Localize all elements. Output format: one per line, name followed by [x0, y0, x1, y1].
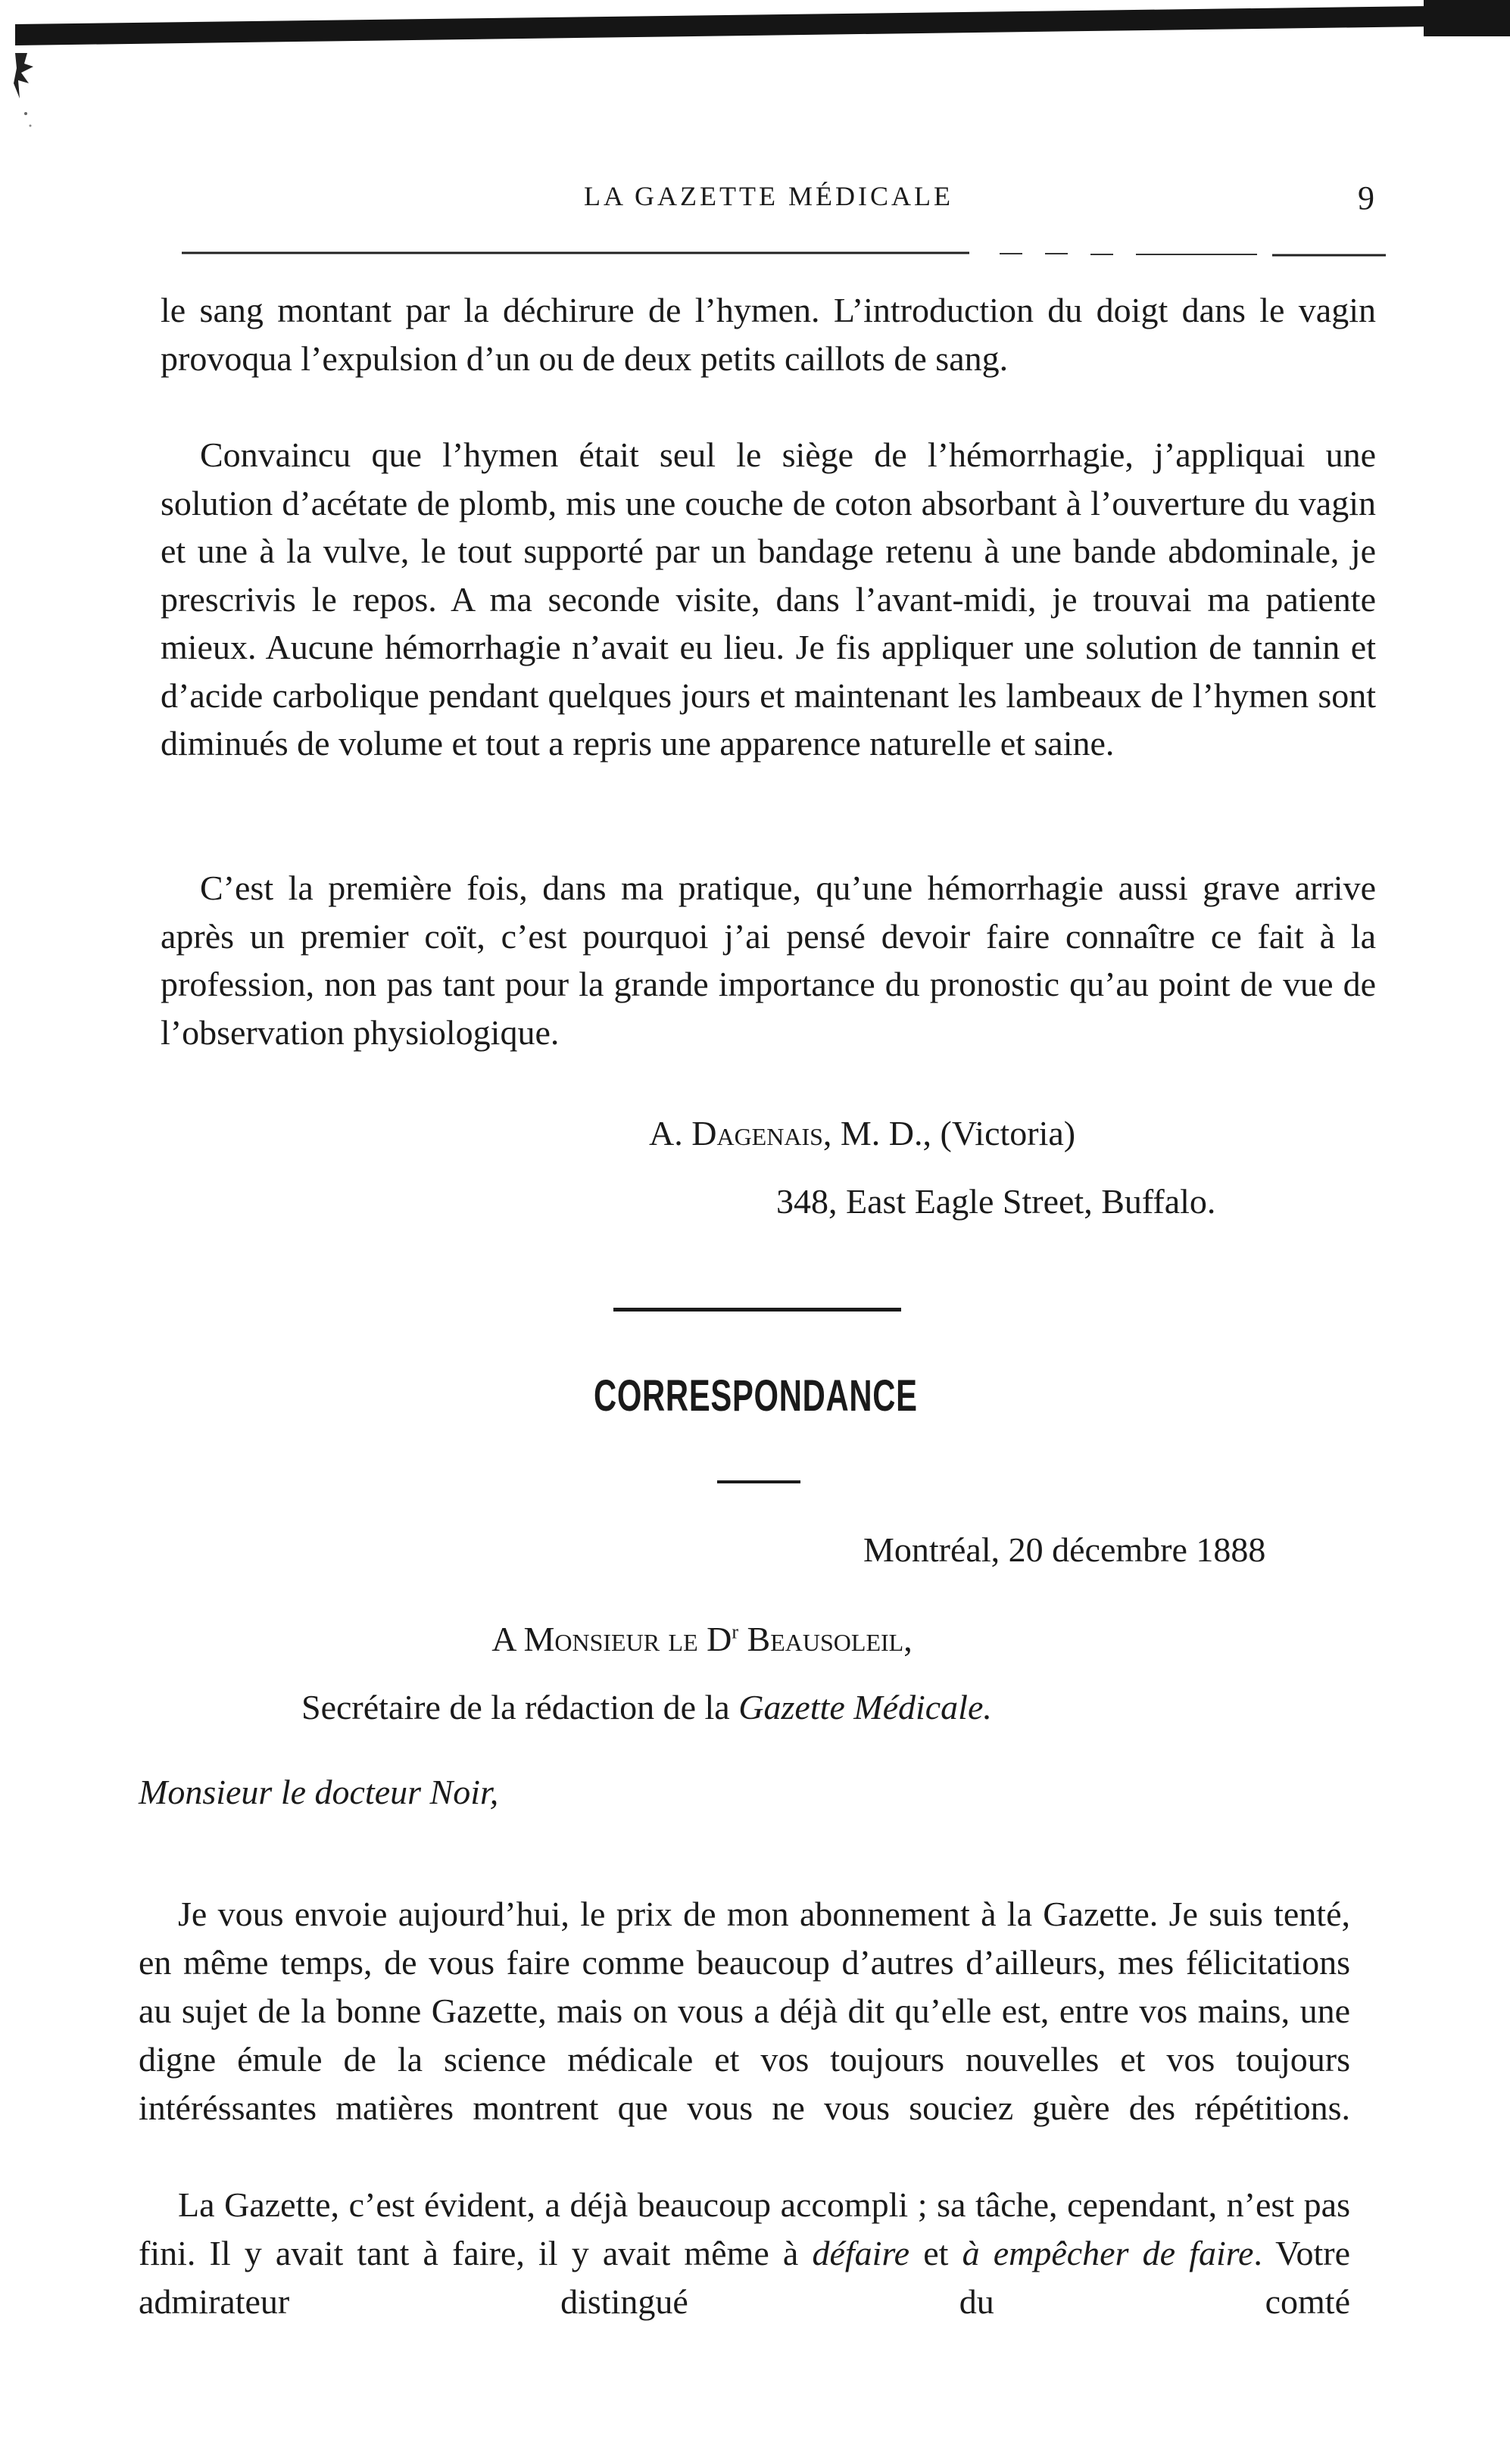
addressee-role: Secrétaire de la rédaction de la — [301, 1688, 739, 1726]
letter-paragraph-2-start: La Gazette, c’est évident, a déjà beaucoup accompli ; sa tâche, cependant, n’est pas fini. Il y avait tant à faire, il y avait même à — [139, 2185, 1350, 2272]
letter-paragraph-2-end: . Votre admirateur distingué du comté — [139, 2234, 1350, 2321]
page-number: 9 — [1358, 179, 1374, 217]
author-signature — [649, 1113, 1075, 1153]
addressee-role-line — [301, 1687, 992, 1727]
running-header — [163, 180, 1374, 218]
addressee-dr: D — [707, 1620, 732, 1658]
addressee-journal: Gazette Médicale. — [738, 1688, 992, 1726]
top-edge-rule — [0, 0, 1510, 47]
corner-ink-mark — [11, 53, 41, 159]
letter-paragraph-2 — [139, 2181, 1350, 2326]
addressee-name: Beausoleil, — [738, 1620, 913, 1658]
letter-dateline: Montréal, 20 décembre 1888 — [863, 1530, 1266, 1569]
article-paragraph-2: Convaincu que l’hymen était seul le siège de l’hémorrhagie, j’appliquai une solution d’acétate de plomb, mis une couche de coton absorbant à l’ouverture du vagin et une à la vulve, le tout supporté par un bandage retenu à une bande abdominale, je prescrivis le repos. A ma seconde visite, dans l’avant-midi, je trouvai ma patiente mieux. Aucune hémorrhagie n’avait eu lieu. Je fis appliquer une solution de tannin et d’acide carbolique pendant quelques jours et maintenant les lambeaux de l’hymen sont diminués de volume et tout a repris une apparence naturelle et saine. — [161, 435, 1376, 763]
addressee-title: Monsieur le — [523, 1620, 707, 1658]
letter-addressee — [0, 1619, 1457, 1659]
article-paragraph-1: le sang montant par la déchirure de l’hymen. L’introduction du doigt dans le vagin provoqua l’expulsion d’un ou de deux petits caillots de sang. — [161, 291, 1376, 378]
heading-underline — [717, 1480, 800, 1483]
header-rule — [182, 251, 1386, 257]
letter-salutation: Monsieur le docteur Noir, — [139, 1773, 499, 1811]
signature-name: Dagenais — [691, 1114, 823, 1152]
signature-initial: A. — [649, 1114, 692, 1152]
author-address: 348, East Eagle Street, Buffalo. — [776, 1182, 1216, 1221]
letter-emphasis-empecher: à empêcher de faire — [962, 2234, 1254, 2272]
article-paragraph-3: C’est la première fois, dans ma pratique, qu’une hémorrhagie aussi grave arrive après un premier coït, c’est pourquoi j’ai pensé devoir faire connaître ce fait à la profession, non pas tant pour la grande importance du pronostic qu’au point de vue de l’observation physiologique. — [161, 869, 1376, 1052]
section-heading: CORRESPONDANCE — [593, 1371, 918, 1421]
signature-credentials: , M. D., (Victoria) — [822, 1114, 1076, 1152]
letter-paragraph-1: Je vous envoie aujourd’hui, le prix de mon abonnement à la Gazette. Je suis tenté, en même temps, de vous faire comme beaucoup d’autres d’ailleurs, mes félicitations au sujet de la bonne Gazette, mais on vous a déjà dit qu’elle est, entre vos mains, une digne émule de la science médicale et vos toujours nouvelles et vos toujours intéréssantes matières montrent que vous ne vous souciez guère des répétitions. — [139, 1895, 1350, 2127]
letter-paragraph-2-mid: et — [909, 2234, 962, 2272]
letter-emphasis-defaire: défaire — [812, 2234, 910, 2272]
addressee-dr-sup: r — [732, 1620, 739, 1643]
section-separator — [613, 1308, 901, 1312]
running-title: LA GAZETTE MÉDICALE — [584, 181, 953, 211]
addressee-prefix: A — [491, 1620, 524, 1658]
